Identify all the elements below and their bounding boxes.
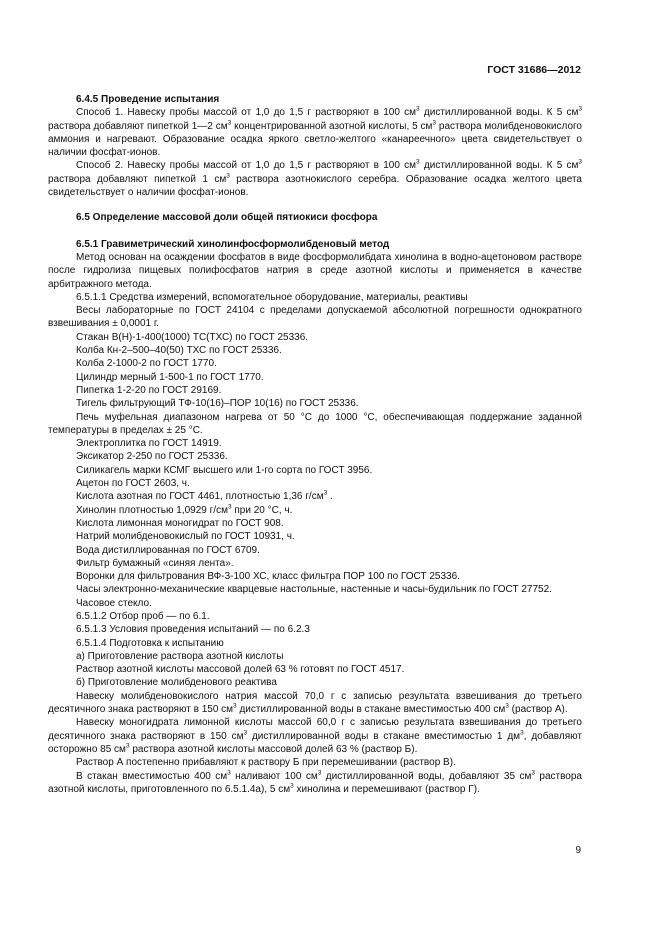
section-heading: 6.5 Определение массовой доли общей пятиокиси фосфора — [76, 212, 378, 224]
paragraph: 6.5.1.3 Условия проведения испытаний — по 6.2.3 — [76, 624, 310, 636]
paragraph: Кислота азотная по ГОСТ 4461, плотностью 1,36 $г/см^3$ . — [76, 489, 333, 503]
paragraph: б) Приготовление молибденового реактива — [76, 677, 277, 689]
document-body — [48, 93, 582, 796]
paragraph: 6.5.1.4 Подготовка к испытанию — [76, 637, 224, 649]
paragraph: Хинолин плотностью 1,0929 $г/см^3$ при 20 °С, ч. — [76, 503, 293, 516]
paragraph: Колба Кн-2–500–40(50) ТХС по ГОСТ 25336. — [76, 345, 282, 357]
paragraph: 6.5.1.2 Отбор проб — по 6.1. — [76, 610, 210, 622]
section-heading: 6.5.1 Гравиметрический хинолинфосформолибденовый метод — [76, 238, 390, 250]
paragraph: Способ 1. Навеску пробы массой от 1,0 до 1,5 г растворяют в 100 $см^3$ дистиллированной воды. К 5 $см^3$ раствора добавляют пипеткой 1—2 $см^3$ концентрированной азотной кислоты, 5 $см^3$ раствора молибденовокислого аммония и нагревают. Образование осадка яркого светло-желтого «канареечного» цвета свидетельствует о наличии фосфат-ионов. — [48, 105, 582, 159]
paragraph: Натрий молибденовокислый по ГОСТ 10931, ч. — [76, 531, 295, 543]
paragraph: а) Приготовление раствора азотной кислоты — [76, 650, 284, 662]
paragraph: Стакан В(Н)-1-400(1000) ТС(ТХС) по ГОСТ 25336. — [76, 331, 309, 343]
page-number: 9 — [575, 845, 581, 856]
paragraph: Фильтр бумажный «синяя лента». — [76, 557, 234, 569]
paragraph: Эксикатор 2-250 по ГОСТ 25336. — [76, 451, 228, 463]
paragraph: Печь муфельная диапазоном нагрева от 50 °С до 1000 °С, обеспечивающая поддержание заданной температуры в пределах ± 25 °С. — [48, 411, 582, 436]
paragraph: Кислота лимонная моногидрат по ГОСТ 908. — [76, 517, 284, 529]
paragraph: Колба 2-1000-2 по ГОСТ 1770. — [76, 358, 217, 370]
paragraph: Навеску молибденовокислого натрия массой 70,0 г с записью результата взвешивания до третьего десятичного знака растворяют в 150 $см^3$ дистиллированной воды в стакане вместимостью 400 $см^3$ (раствор А). — [48, 690, 582, 716]
paragraph: Весы лабораторные по ГОСТ 24104 с пределами допускаемой абсолютной погрешности однократного взвешивания ± 0,0001 г. — [48, 305, 582, 330]
paragraph: Пипетка 1-2-20 по ГОСТ 29169. — [76, 384, 222, 396]
paragraph: Часовое стекло. — [76, 597, 152, 609]
paragraph: Цилиндр мерный 1-500-1 по ГОСТ 1770. — [76, 371, 264, 383]
paragraph: Способ 2. Навеску пробы массой от 1,0 до 1,5 г растворяют в 100 $см^3$ дистиллированной воды. К 5 $см^3$ раствора добавляют пипеткой 1 $см^3$ раствора азотнокислого серебра. Образование осадка желтого цвета свидетельствует о наличии фосфат-ионов. — [48, 159, 582, 199]
paragraph: Навеску моногидрата лимонной кислоты массой 60,0 г с записью результата взвешивания до третьего десятичного знака растворяют в 150 $см^3$ дистиллированной воды в стакане вместимостью 1 $дм^3$, добавляют осторожно 85 $см^3$ раствора азотной кислоты массовой долей 63 % (раствор Б). — [48, 717, 582, 755]
paragraph: Раствор азотной кислоты массовой долей 63 % готовят по ГОСТ 4517. — [76, 664, 405, 676]
paragraph: Тигель фильтрующий ТФ-10(16)–ПОР 10(16) по ГОСТ 25336. — [76, 398, 359, 410]
paragraph: Силикагель марки КСМГ высшего или 1-го сорта по ГОСТ 3956. — [76, 464, 373, 476]
paragraph: Метод основан на осаждении фосфатов в виде фосформолибдата хинолина в водно-ацетоновом растворе после гидролиза пищевых полифосфатов натрия в среде азотной кислоты и применяется в качестве арбитражного метода. — [48, 251, 582, 290]
paragraph: Электроплитка по ГОСТ 14919. — [76, 438, 222, 450]
paragraph: Часы электронно-механические кварцевые настольные, настенные и часы-будильник по ГОСТ 27752. — [76, 584, 552, 596]
section-heading: 6.4.5 Проведение испытания — [76, 94, 220, 105]
paragraph: Воронки для фильтрования ВФ-3-100 ХС, класс фильтра ПОР 100 по ГОСТ 25336. — [76, 571, 460, 583]
paragraph: Раствор А постепенно прибавляют к раствору Б при перемешивании (раствор В). — [76, 757, 456, 769]
standard-header: ГОСТ 31686—2012 — [487, 64, 581, 76]
paragraph: В стакан вместимостью 400 $см^3$ наливают 100 $см^3$ дистиллированной воды, добавляют 35 $см^3$ раствора азотной кислоты, приготовленного по 6.5.1.4а), 5 $см^3$ хинолина и перемешивают (раствор Г). — [48, 769, 582, 795]
paragraph: 6.5.1.1 Средства измерений, вспомогательное оборудование, материалы, реактивы — [76, 291, 468, 303]
paragraph: Ацетон по ГОСТ 2603, ч. — [76, 478, 190, 490]
paragraph: Вода дистиллированная по ГОСТ 6709. — [76, 544, 260, 556]
